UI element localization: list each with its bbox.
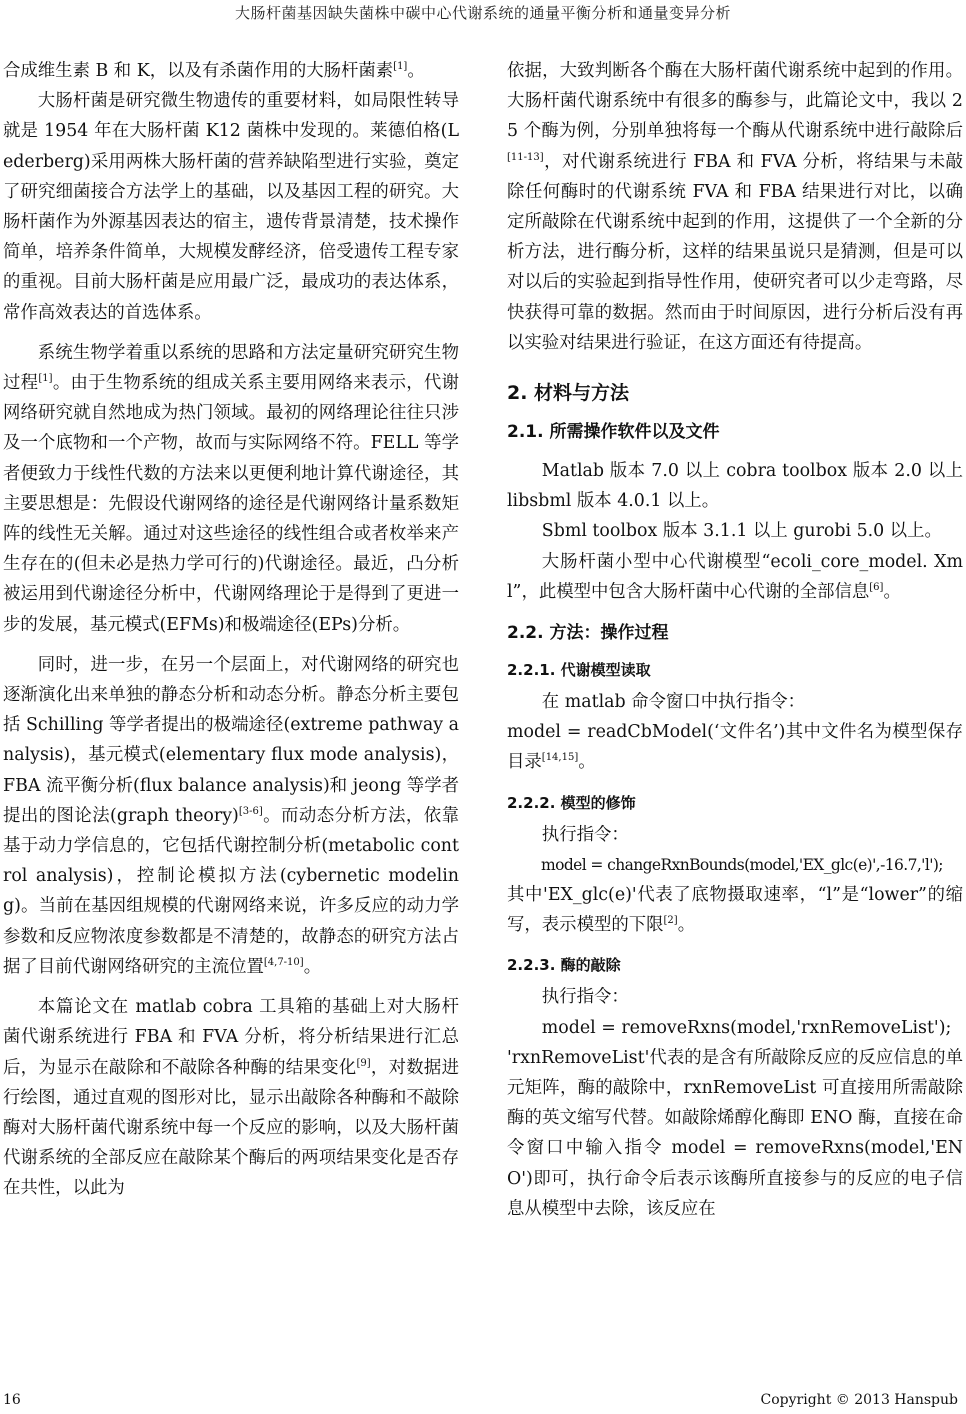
left-column [3,56,459,1204]
code-command: model = changeRxnBounds(model,'EX_glc(e)',-16.7,'l'); [541,855,943,874]
paragraph: 系统生物学着重以系统的思路和方法定量研究研究生物过程[1]。由于生物系统的组成关系主要用网络来表示，代谢网络研究就自然地成为热门领域。最初的网络理论往往只涉及一个底物和一个产物，故而与实际网络不符。FELL 等学者便致力于线性代数的方法来以更便利地计算代谢途径，其主要思想是：先假设代谢网络的途径是代谢网络计量系数矩阵的线性无关解。通过对这些途径的线性组合或者枚举来产生存在的(但未必是热力学可行的)代谢途径。最近，凸分析被运用到代谢途径分析中，代谢网络理论于是得到了更进一步的发展，基元模式(EFMs)和极端途径(EPs)分析。 [3,342,459,635]
subsubsection-heading: 2.2.2. 模型的修饰 [507,793,636,812]
subsubsection-heading: 2.2.3. 酶的敲除 [507,956,621,975]
paragraph: model = readCbModel(‘文件名’)其中文件名为模型保存目录[14,15]。 [507,722,963,773]
subsubsection-heading: 2.2.1. 代谢模型读取 [507,661,651,680]
citation[interactable]: [6] [869,581,884,593]
paragraph: 执行指令： [541,824,629,845]
citation[interactable]: [14,15] [541,752,579,764]
right-column [507,56,963,1224]
paragraph: 大肠杆菌小型中心代谢模型“ecoli_core_model. Xml”，此模型中包含大肠杆菌中心代谢的全部信息[6]。 [507,551,963,602]
subsection-heading: 2.2. 方法：操作过程 [507,623,669,644]
citation[interactable]: [2] [663,915,678,927]
paragraph: 本篇论文在 matlab cobra 工具箱的基础上对大肠杆菌代谢系统进行 FBA 和 FVA 分析，将分析结果进行汇总后，为显示在敲除和不敲除各种酶的结果变化[9]，对数据进行绘图，通过直观的图形对比，显示出敲除各种酶和不敲除酶对大肠杆菌代谢系统中每一个反应的影响，以及大肠杆菌代谢系统的全部反应在敲除某个酶后的两项结果变化是否存在共性，以此为 [3,997,459,1199]
paragraph: Matlab 版本 7.0 以上 cobra toolbox 版本 2.0 以上 libsbml 版本 4.0.1 以上。 [507,461,963,512]
paragraph: 大肠杆菌是研究微生物遗传的重要材料，如局限性转导就是 1954 年在大肠杆菌 K12 菌株中发现的。莱德伯格(Lederberg)采用两株大肠杆菌的营养缺陷型进行实验，奠定了研究细菌接合方法学上的基础，以及基因工程的研究。大肠杆菌作为外源基因表达的宿主，遗传背景清楚，技术操作简单，培养条件简单，大规模发酵经济，倍受遗传工程专家的重视。目前大肠杆菌是应用最广泛，最成功的表达体系，常作高效表达的首选体系。 [3,91,459,323]
code-command: model = removeRxns(model,'rxnRemoveList'); [541,1017,952,1038]
paragraph: 'rxnRemoveList'代表的是含有所敲除反应的反应信息的单元矩阵，酶的敲除中，rxnRemoveList 可直接用所需敲除酶的英文缩写代替。如敲除烯醇化酶即 ENO 酶，直接在命令窗口中输入指令 model = removeRxns(model,'ENO')即可，执行命令后表示该酶所直接参与的反应的电子信息从模型中去除，该反应在 [507,1047,963,1219]
running-header: 大肠杆菌基因缺失菌株中碳中心代谢系统的通量平衡分析和通量变异分析 [234,4,731,22]
citation[interactable]: [1] [393,61,408,72]
citation[interactable]: [3-6] [238,805,263,817]
copyright-notice: Copyright © 2013 Hanspub [760,1392,958,1408]
paragraph: 同时，进一步，在另一个层面上，对代谢网络的研究也逐渐演化出来单独的静态分析和动态分析。静态分析主要包括 Schilling 等学者提出的极端途径(extreme pathway analysis)，基元模式(elementary flux mode analysis)，FBA 流平衡分析(flux balance analysis)和 jeong 等学者提出的图论法(graph theory)[3-6]。而动态分析方法，依靠基于动力学信息的，它包括代谢控制分析(metabolic control analysis)，控制论模拟方法(cybernetic modeling)。当前在基因组规模的代谢网络来说，许多反应的动力学参数和反应物浓度参数都是不清楚的，故静态的研究方法占据了目前代谢网络研究的主流位置[4,7-10]。 [3,654,459,977]
paragraph: 其中'EX_glc(e)'代表了底物摄取速率，“l”是“lower”的缩写，表示模型的下限[2]。 [507,885,963,936]
section-heading: 2. 材料与方法 [507,382,630,405]
paragraph: Sbml toolbox 版本 3.1.1 以上 gurobi 5.0 以上。 [541,521,942,542]
citation[interactable]: [1] [38,373,53,385]
paragraph: 执行指令： [541,987,629,1008]
citation[interactable]: [9] [356,1057,371,1069]
page-number: 16 [3,1392,21,1408]
citation[interactable]: [11-13] [507,151,544,163]
subsection-heading: 2.1. 所需操作软件以及文件 [507,422,720,443]
citation[interactable]: [4,7-10] [263,956,304,968]
paragraph: 依据，大致判断各个酶在大肠杆菌代谢系统中起到的作用。大肠杆菌代谢系统中有很多的酶参与，此篇论文中，我以 25 个酶为例，分别单独将每一个酶从代谢系统中进行敲除后[11-13]，对代谢系统进行 FBA 和 FVA 分析，将结果与未敲除任何酶时的代谢系统 FVA 和 FBA 结果进行对比，以确定所敲除在代谢系统中起到的作用，这提供了一个全新的分析方法，进行酶分析，这样的结果虽说只是猜测，但是可以对以后的实验起到指导性作用，使研究者可以少走弯路，尽快获得可靠的数据。然而由于时间原因，进行分析后没有再以实验对结果进行验证，在这方面还有待提高。 [507,61,963,353]
paragraph: 合成维生素 B 和 K，以及有杀菌作用的大肠杆菌素[1]。 [3,61,425,81]
paragraph: 在 matlab 命令窗口中执行指令： [541,692,806,713]
